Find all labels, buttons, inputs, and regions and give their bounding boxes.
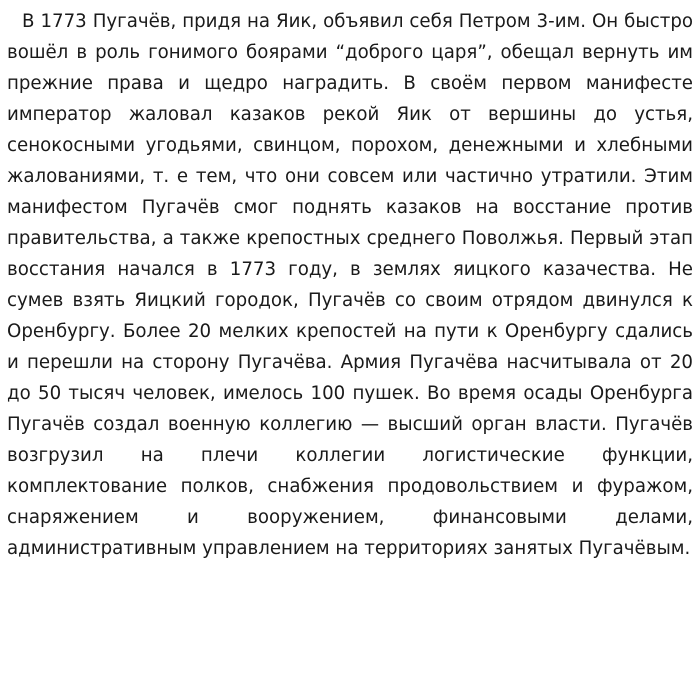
document-page <box>7 6 693 564</box>
body-paragraph: В 1773 Пугачёв, придя на Яик, объявил себя Петром 3-им. Он быстро вошёл в роль гонимого боярами “доброго царя”, обещал вернуть им прежние права и щедро наградить. В своём первом манифесте император жаловал казаков рекой Яик от вершины до устья, сенокосными угодьями, свинцом, порохом, денежными и хлебными жалованиями, т. е тем, что они совсем или частично утратили. Этим манифестом Пугачёв смог поднять казаков на восстание против правительства, а также крепостных среднего Поволжья. Первый этап восстания начался в 1773 году, в землях яицкого казачества. Не сумев взять Яицкий городок, Пугачёв со своим отрядом двинулся к Оренбургу. Более 20 мелких крепостей на пути к Оренбургу сдались и перешли на сторону Пугачёва. Армия Пугачёва насчитывала от 20 до 50 тысяч человек, имелось 100 пушек. Во время осады Оренбурга Пугачёв создал военную коллегию — высший орган власти. Пугачёв возгрузил на плечи коллегии логистические функции, комплектование полков, снабжения продовольствием и фуражом, снаряжением и вооружением, финансовыми делами, административным управлением на территориях занятых Пугачёвым. <box>7 11 693 559</box>
